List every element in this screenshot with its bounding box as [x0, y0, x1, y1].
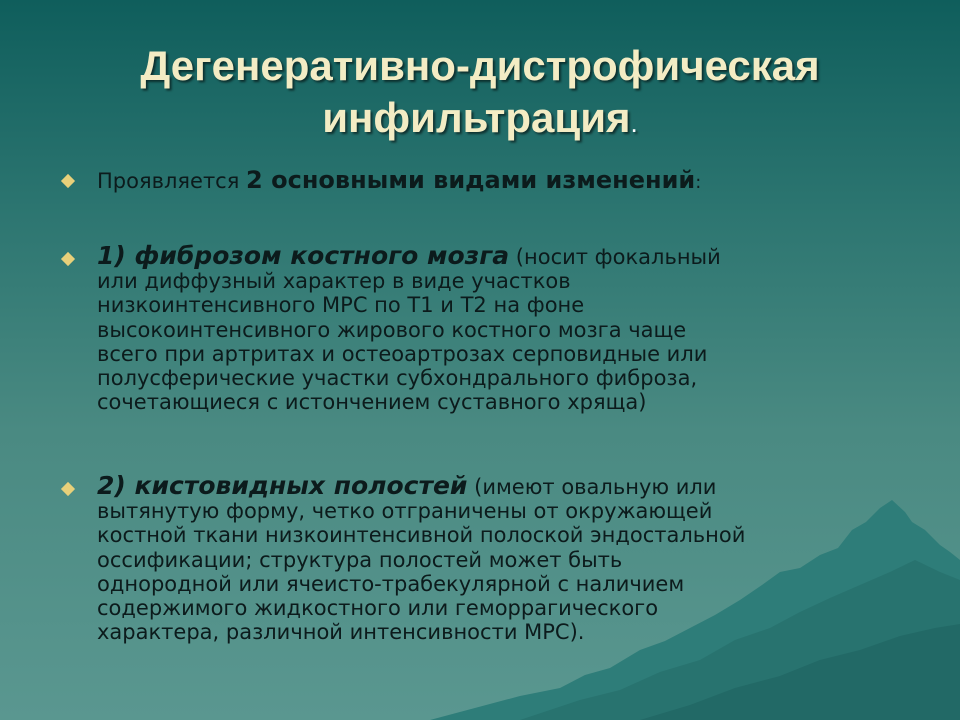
bullet-overview: [60, 168, 947, 195]
bullet-fibrosis-line: низкоинтенсивного МРС по Т1 и Т2 на фоне: [97, 293, 585, 318]
bullet-fibrosis-line: или диффузный характер в виде участков: [97, 269, 571, 294]
bullet-cysts-line: однородной или ячеисто-трабекулярной с наличием: [97, 571, 685, 596]
bullet-cysts-line: содержимого жидкостного или геморрагического: [97, 596, 659, 621]
bullet-cysts-line-1: [97, 471, 947, 500]
bullet-cysts-line: вытянутую форму, четко отграничены от окружающей: [97, 499, 713, 524]
bullet-overview-lead: Проявляется: [97, 169, 247, 193]
bullet-fibrosis-line: сочетающиеся с истончением суставного хряща): [97, 390, 647, 415]
bullet-fibrosis: [60, 241, 947, 415]
bullet-fibrosis-line: полусферические участки субхондрального фиброза,: [97, 366, 698, 391]
bullet-fibrosis-line: высокоинтенсивного жирового костного мозга чаще: [97, 317, 687, 342]
bullet-cysts-line: оссификации; структура полостей может быть: [97, 547, 623, 572]
diamond-bullet-icon: [61, 252, 75, 266]
bullet-cysts: [60, 471, 947, 645]
title-period: .: [630, 108, 638, 138]
bullet-fibrosis-line: всего при артритах и остеоартрозах серповидные или: [97, 341, 708, 366]
diamond-bullet-icon: [61, 482, 75, 496]
bullet-cysts-line: костной ткани низкоинтенсивной полоской эндостальной: [97, 523, 746, 548]
title-line-1: Дегенеративно-дистрофическая: [140, 42, 820, 89]
bullet-fibrosis-text: (носит фокальный: [509, 245, 721, 269]
bullet-overview-strong: 2 основными видами изменений: [246, 166, 696, 194]
diamond-bullet-icon: [61, 174, 75, 188]
bullet-fibrosis-emphasis: 1) фиброзом костного мозга: [97, 241, 510, 270]
bullet-cysts-emphasis: 2) кистовидных полостей: [97, 471, 468, 500]
slide-title: [40, 40, 920, 149]
bullet-fibrosis-line-1: [97, 241, 947, 270]
bullet-cysts-text: (имеют овальную или: [467, 475, 717, 499]
title-line-2-text: инфильтрация: [322, 94, 631, 141]
bullet-cysts-line: характера, различной интенсивности МРС).: [97, 620, 585, 645]
title-line-2: [40, 92, 920, 149]
bullet-overview-colon: :: [695, 172, 702, 193]
